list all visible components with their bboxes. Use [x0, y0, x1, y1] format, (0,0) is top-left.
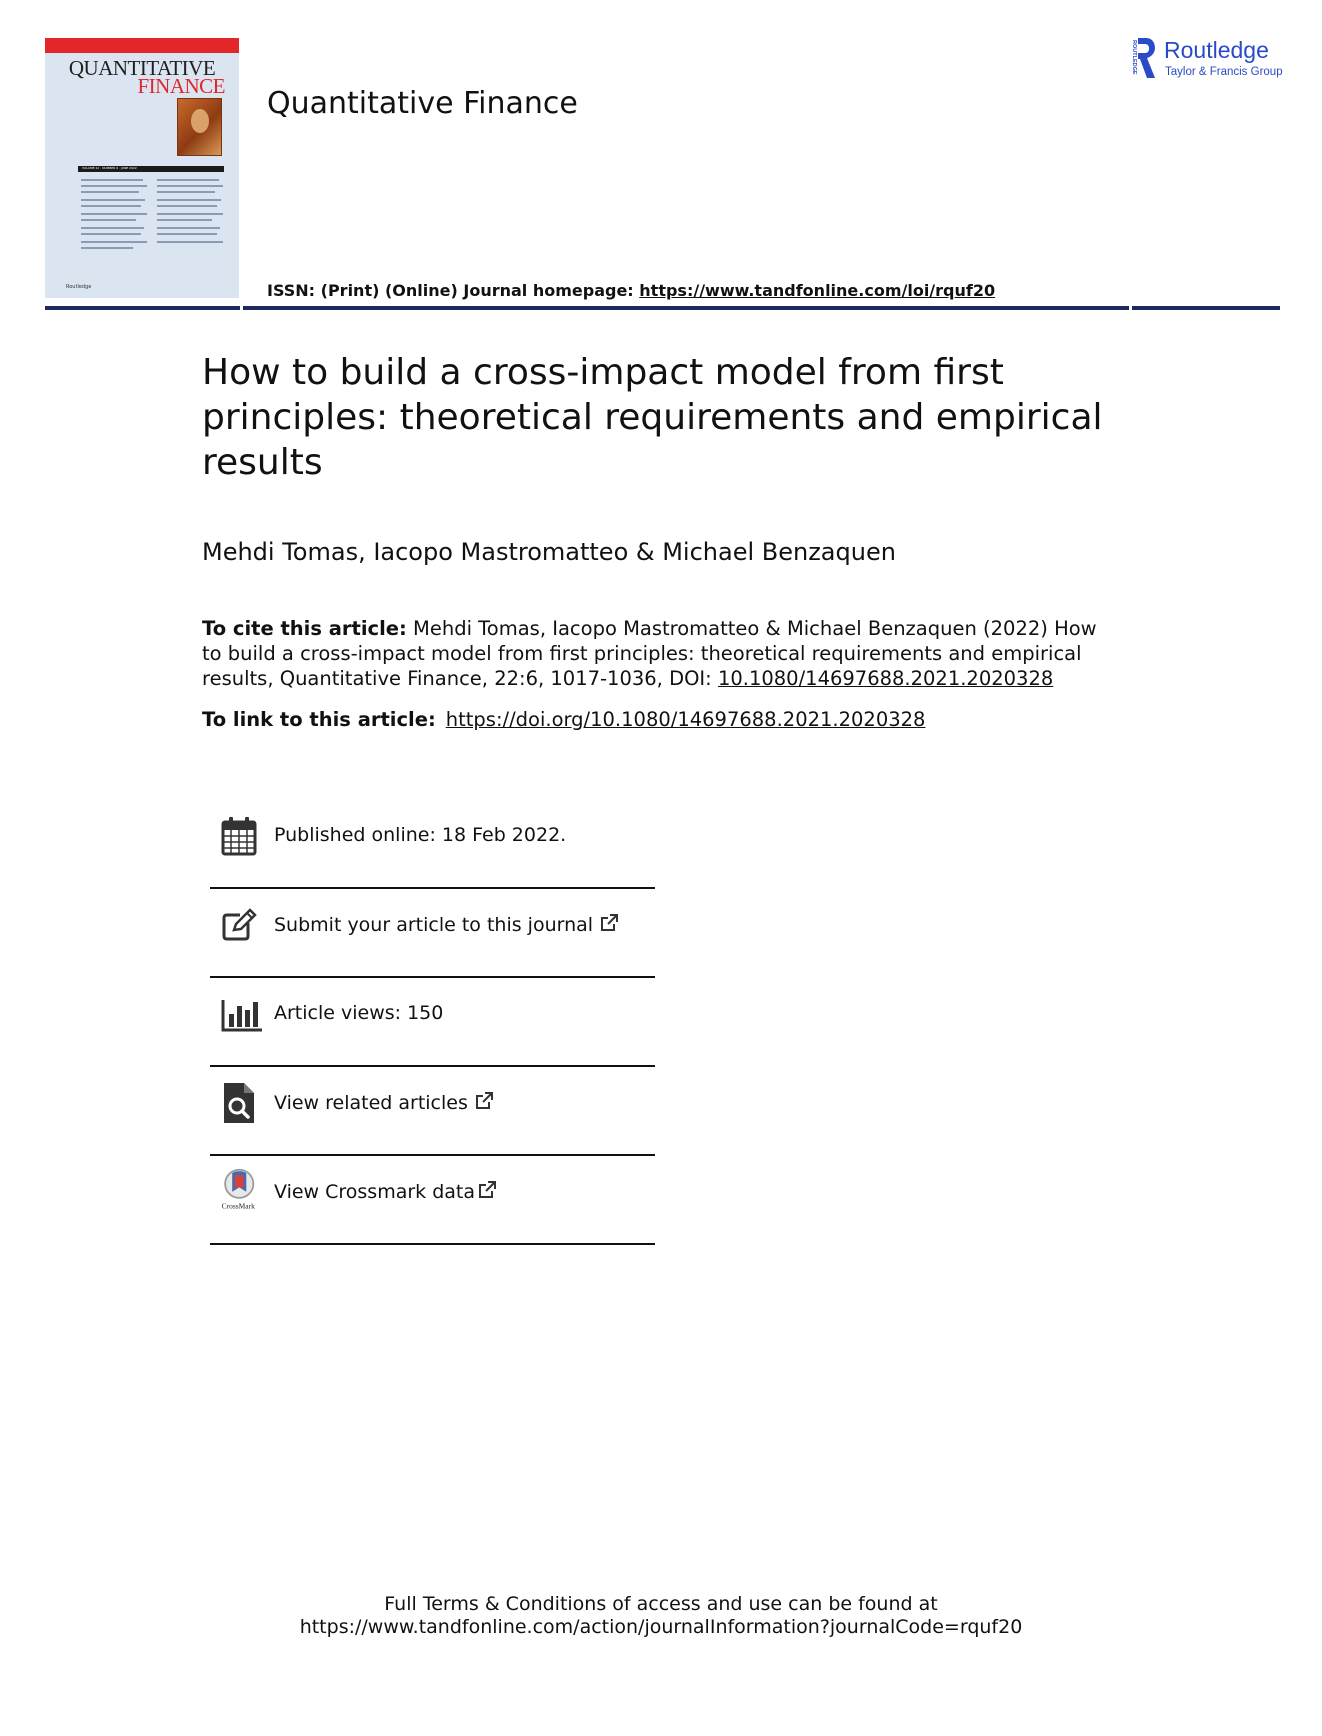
doi-link[interactable]: 10.1080/14697688.2021.2020328 [717, 667, 1054, 690]
external-link-icon [599, 913, 619, 933]
publisher-name: Routledge [1164, 37, 1269, 63]
edit-pencil-icon [220, 903, 258, 947]
article-views-text: Article views: 150 [274, 1002, 444, 1024]
cover-band-text: VOLUME 22 · NUMBER 6 · JUNE 2022 [82, 166, 137, 170]
article-link-line [202, 708, 925, 731]
calendar-icon [220, 814, 258, 858]
article-doi-url-link[interactable]: https://doi.org/10.1080/14697688.2021.2020328 [445, 708, 926, 731]
footer-terms-url[interactable]: https://www.tandfonline.com/action/journalInformation?journalCode=rquf20 [299, 1616, 1023, 1638]
routledge-vertical-text: ROUTLEDGE [1131, 40, 1137, 75]
article-views-row [210, 978, 655, 1067]
cite-text: Mehdi Tomas, Iacopo Mastromatteo & Michael Benzaquen (2022) How to build a cross-impact model from first principles: theoretical requirements and empirical results, Quantitative Finance, 22:6, 1017-1036, DOI: [202, 617, 1097, 690]
bar-chart-icon [220, 992, 264, 1036]
issn-line [267, 281, 995, 300]
footer-line-1: Full Terms & Conditions of access and use can be found at [384, 1593, 938, 1615]
published-row [210, 800, 655, 889]
cover-title-line1: QUANTITATIVE [68, 56, 216, 80]
journal-name: Quantitative Finance [267, 86, 578, 121]
document-search-icon [220, 1081, 258, 1125]
crossmark-link[interactable]: View Crossmark data [274, 1181, 476, 1203]
external-link-icon [477, 1180, 497, 1200]
header-divider [45, 306, 1280, 310]
cite-label: To cite this article: [202, 617, 407, 640]
publisher-group: Taylor & Francis Group [1165, 66, 1283, 78]
related-articles-link[interactable]: View related articles [274, 1092, 468, 1114]
article-title: How to build a cross-impact model from first principles: theoretical requirements and empirical results [202, 352, 1103, 483]
routledge-r-icon [1126, 36, 1156, 80]
cover-brand-text: Routledge [66, 284, 92, 290]
article-info-list [210, 800, 655, 1245]
article-authors: Mehdi Tomas, Iacopo Mastromatteo & Michael Benzaquen [202, 538, 896, 566]
external-link-icon [474, 1091, 494, 1111]
crossmark-row[interactable] [210, 1156, 655, 1245]
journal-homepage-link[interactable]: https://www.tandfonline.com/loi/rquf20 [639, 281, 996, 300]
cover-issue-band [78, 166, 224, 172]
citation-block [202, 616, 1102, 691]
terms-footer [0, 1593, 1322, 1639]
issn-prefix: ISSN: (Print) (Online) Journal homepage: [267, 281, 640, 300]
crossmark-icon [220, 1168, 262, 1212]
crossmark-logo-text: CrossMark [221, 1201, 255, 1211]
submit-article-link[interactable]: Submit your article to this journal [274, 914, 594, 936]
cover-red-band [45, 38, 239, 53]
cover-contents-lines [81, 177, 225, 267]
cover-title-line2: FINANCE [137, 74, 225, 98]
related-articles-row[interactable] [210, 1067, 655, 1156]
journal-cover-image [45, 38, 239, 298]
submit-article-row[interactable] [210, 889, 655, 978]
cover-portrait-image [177, 98, 222, 156]
published-online-text: Published online: 18 Feb 2022. [274, 824, 567, 846]
routledge-logo [1126, 36, 1284, 84]
link-label: To link to this article: [202, 708, 436, 731]
